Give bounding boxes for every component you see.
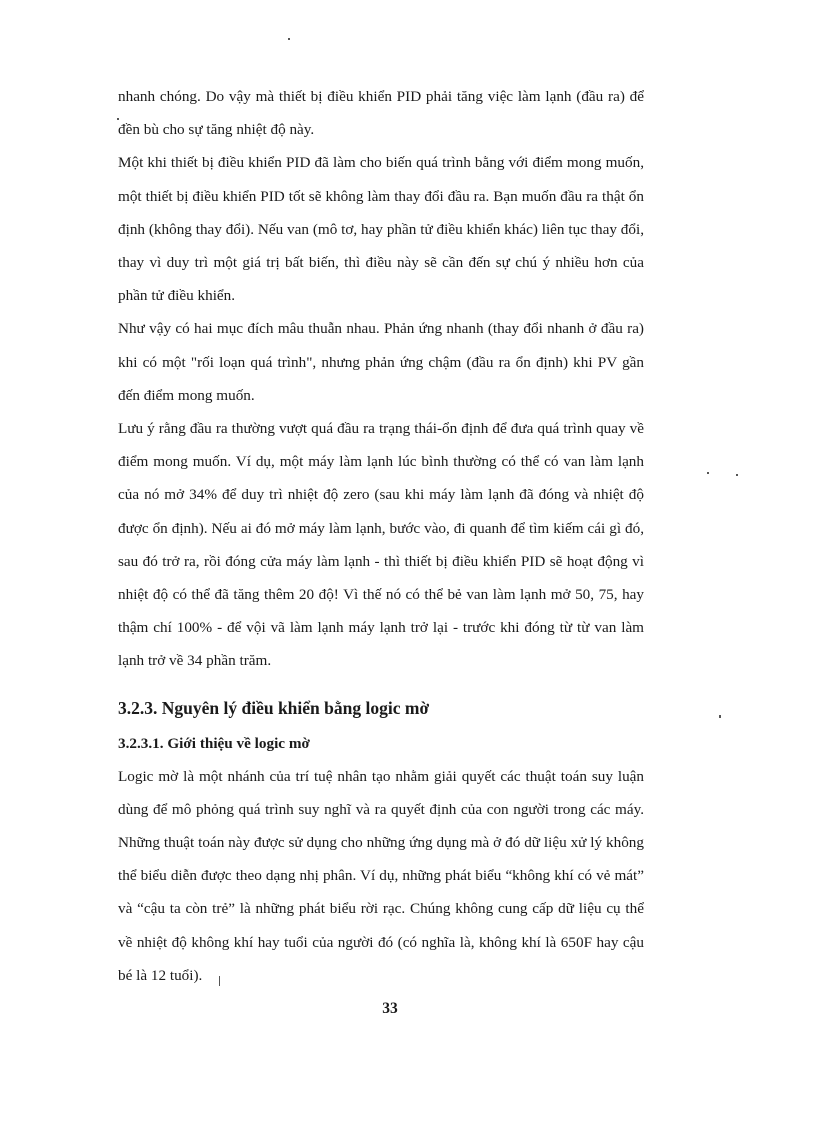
paragraph: nhanh chóng. Do vậy mà thiết bị điều khiển PID phải tăng việc làm lạnh (đầu ra) để đền bù cho sự tăng nhiệt độ này. <box>118 88 644 139</box>
scan-speck <box>736 474 738 476</box>
paragraph: Một khi thiết bị điều khiển PID đã làm cho biến quá trình bằng với điểm mong muốn, một thiết bị điều khiển PID tốt sẽ không làm thay đổi đầu ra. Bạn muốn đầu ra thật ổn định (không thay đổi). Nếu van (mô tơ, hay phần tử điều khiển khác) liên tục thay đổi, thay vì duy trì một giá trị bất biến, thì điều này sẽ cần đến sự chú ý nhiều hơn của phần tử điều khiển. <box>118 154 644 305</box>
scan-speck <box>219 976 220 986</box>
scan-speck <box>117 118 119 120</box>
paragraph: Như vậy có hai mục đích mâu thuẫn nhau. Phản ứng nhanh (thay đổi nhanh ở đầu ra) khi có một "rối loạn quá trình", nhưng phản ứng chậm (đầu ra ổn định) khi PV gần đến điểm mong muốn. <box>118 320 644 404</box>
scan-speck <box>719 715 721 718</box>
scan-speck <box>288 38 290 40</box>
body-text <box>118 80 644 992</box>
paragraph: Logic mờ là một nhánh của trí tuệ nhân tạo nhằm giải quyết các thuật toán suy luận dùng để mô phỏng quá trình suy nghĩ và ra quyết định của con người trong các máy. Những thuật toán này được sử dụng cho những ứng dụng mà ở đó dữ liệu xử lý không thể biểu diễn được theo dạng nhị phân. Ví dụ, những phát biểu “không khí có vẻ mát” và “cậu ta còn trẻ” là những phát biểu rời rạc. Chúng không cung cấp dữ liệu cụ thể về nhiệt độ không khí hay tuổi của người đó (có nghĩa là, không khí là 650F hay cậu bé là 12 tuổi). <box>118 767 644 984</box>
page-number: 33 <box>382 1000 398 1017</box>
paragraph: Lưu ý rằng đầu ra thường vượt quá đầu ra trạng thái-ổn định để đưa quá trình quay về điểm mong muốn. Ví dụ, một máy làm lạnh lúc bình thường có thể có van làm lạnh của nó mở 34% để duy trì nhiệt độ zero (sau khi máy làm lạnh đã đóng và nhiệt độ được ổn định). Nếu ai đó mở máy làm lạnh, bước vào, đi quanh để tìm kiếm cái gì đó, sau đó trở ra, rồi đóng cửa máy làm lạnh - thì thiết bị điều khiển PID sẽ hoạt động vì nhiệt độ có thể đã tăng thêm 20 độ! Vì thế nó có thể bẻ van làm lạnh mở 50, 75, hay thậm chí 100% - để vội vã làm lạnh máy lạnh trở lại - trước khi đóng từ từ van làm lạnh trở về 34 phần trăm. <box>118 420 644 670</box>
section-title: 3.2.3. Nguyên lý điều khiển bằng logic mờ <box>118 697 430 718</box>
scan-speck <box>707 472 709 474</box>
subsection-title: 3.2.3.1. Giới thiệu về logic mờ <box>118 734 310 752</box>
